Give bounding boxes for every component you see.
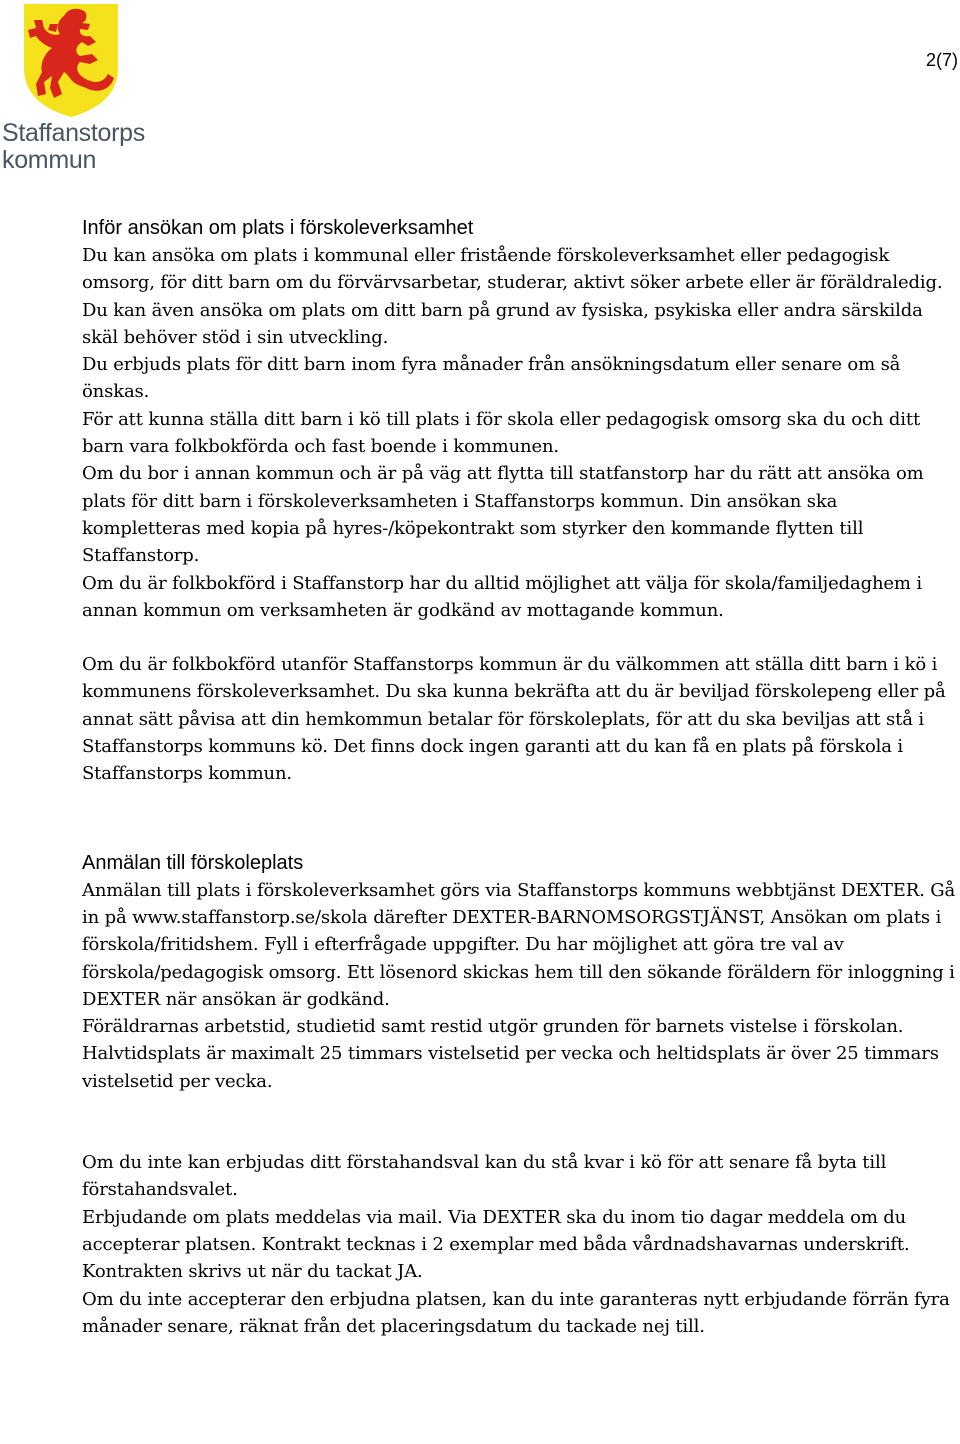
paragraph: Erbjudande om plats meddelas via mail. Via DEXTER ska du inom tio dagar meddela om du accepterar platsen. Kontrakt tecknas i 2 exemplar med båda vårdnadshavarnas underskrift.	[82, 1206, 910, 1255]
section-title-application: Inför ansökan om plats i förskoleverksamhet	[82, 217, 474, 239]
organization-name-line2: kommun	[2, 146, 97, 174]
paragraph: Du kan ansöka om plats i kommunal eller fristående förskoleverksamhet eller pedagogisk omsorg, för ditt barn om du förvärvsarbetar, studerar, aktivt söker arbete eller är föräldraledig. Du kan även ansöka om plats om ditt barn på grund av fysiska, psykiska eller andra särskilda skäl behöver stöd i sin utveckling.	[82, 245, 943, 348]
organization-name-line1: Staffanstorps	[2, 119, 145, 147]
paragraph: Föräldrarnas arbetstid, studietid samt restid utgör grunden för barnets vistelse i förskolan.	[82, 1016, 904, 1038]
paragraph: Om du inte accepterar den erbjudna platsen, kan du inte garanteras nytt erbjudande förrän fyra månader senare, räknat från det placeringsdatum du tackade nej till.	[82, 1288, 950, 1337]
paragraph: Om du bor i annan kommun och är på väg att flytta till statfanstorp har du rätt att ansöka om plats för ditt barn i förskoleverksamheten i Staffanstorps kommun. Din ansökan ska kompletteras med kopia på hyres-/köpekontrakt som styrker den kommande flytten till Staffanstorp.	[82, 463, 924, 567]
page-number: 2(7)	[925, 50, 958, 70]
coat-of-arms-icon	[22, 2, 120, 118]
paragraph: Om du inte kan erbjudas ditt förstahandsval kan du stå kvar i kö för att senare få byta till förstahandsvalet.	[82, 1152, 887, 1201]
organization-name	[2, 120, 145, 174]
paragraph: Halvtidsplats är maximalt 25 timmars vistelsetid per vecka och heltidsplats är över 25 timmars vistelsetid per vecka.	[82, 1043, 939, 1092]
municipality-logo	[0, 0, 145, 180]
paragraph: För att kunna ställa ditt barn i kö till plats i för skola eller pedagogisk omsorg ska du och ditt barn vara folkbokförda och fast boende i kommunen.	[82, 408, 921, 458]
paragraph: Kontrakten skrivs ut när du tackat JA.	[82, 1261, 423, 1283]
paragraph: Om du är folkbokförd utanför Staffanstorps kommun är du välkommen att ställa ditt barn i kö i kommunens förskoleverksamhet. Du ska kunna bekräfta att du är beviljad förskolepeng eller på annat sätt påvisa att din hemkommun betalar för förskoleplats, för att du ska beviljas att stå i Staffanstorps kommuns kö. Det finns dock ingen garanti att du kan få en plats på förskola i Staffanstorps kommun.	[82, 654, 946, 785]
paragraph: Om du är folkbokförd i Staffanstorp har du alltid möjlighet att välja för skola/familjedaghem i annan kommun om verksamheten är godkänd av mottagande kommun.	[82, 572, 922, 621]
paragraph: Du erbjuds plats för ditt barn inom fyra månader från ansökningsdatum eller senare om så önskas.	[82, 354, 901, 403]
document-body	[82, 215, 958, 1340]
section-title-registration: Anmälan till förskoleplats	[82, 851, 304, 874]
paragraph: Anmälan till plats i förskoleverksamhet görs via Staffanstorps kommuns webbtjänst DEXTER. Gå in på www.staffanstorp.se/skola därefter DEXTER-BARNOMSORGSTJÄNST, Ansökan om plats i förskola/fritidshem. Fyll i efterfrågade uppgifter. Du har möjlighet att göra tre val av förskola/pedagogisk omsorg. Ett lösenord skickas hem till den sökande föräldern för inloggning i DEXTER när ansökan är godkänd.	[82, 879, 956, 1010]
